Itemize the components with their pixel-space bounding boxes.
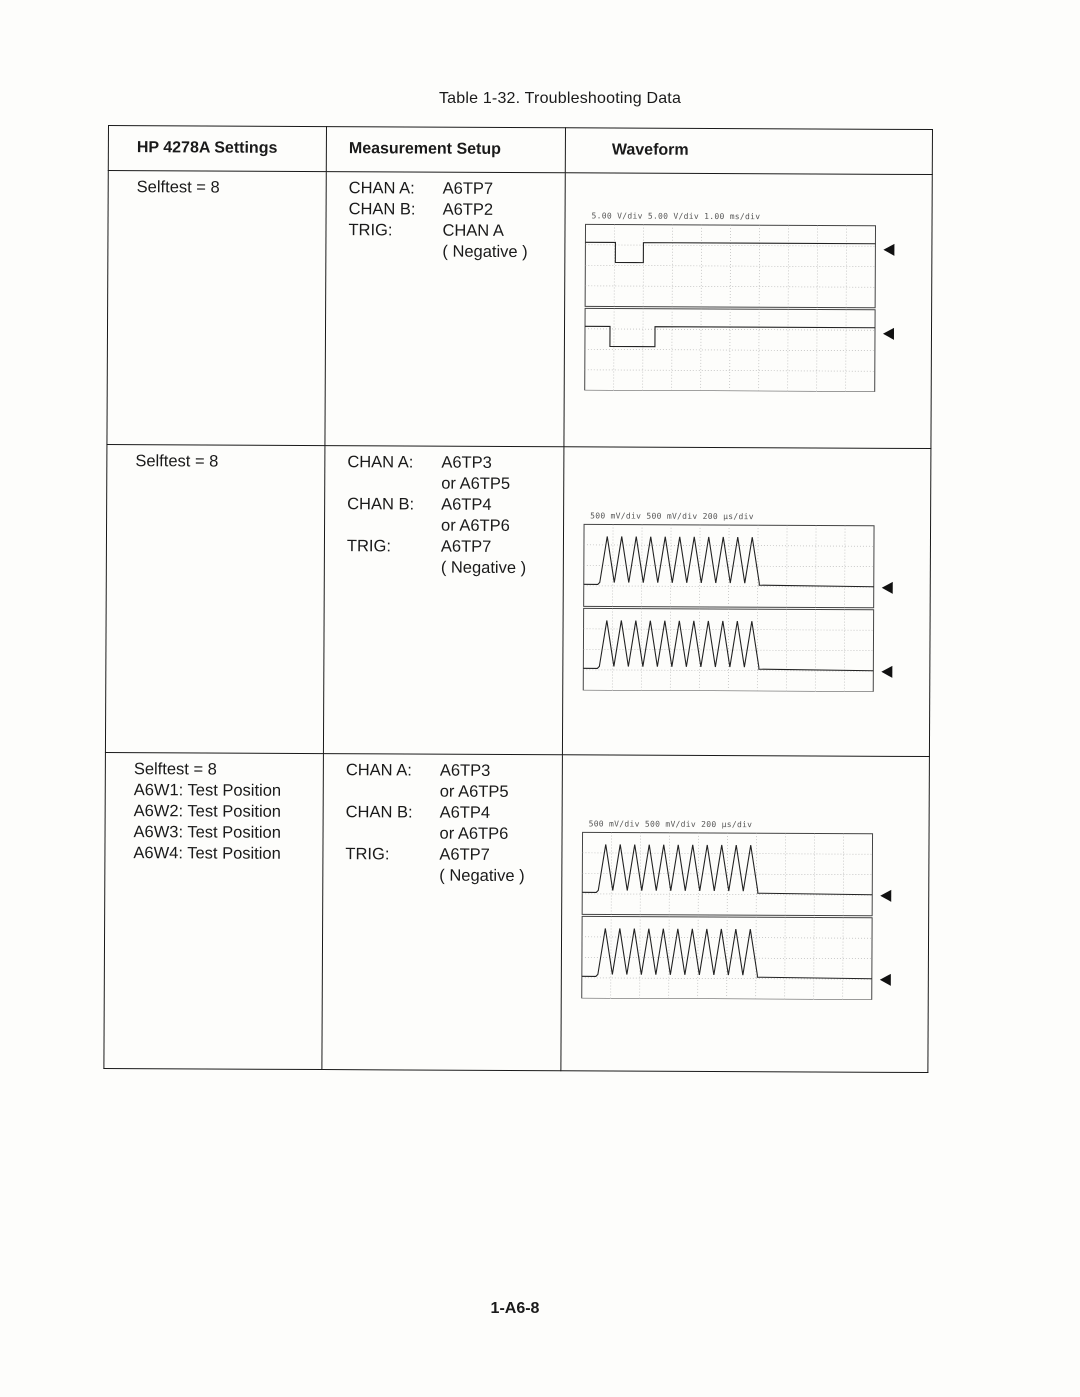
setup-line: CHAN B: A6TP4: [345, 803, 491, 822]
waveform-cell: [564, 173, 932, 449]
table-caption: Table 1-32. Troubleshooting Data: [438, 90, 682, 107]
channel-a-panel: [585, 224, 894, 308]
channel-b-panel: [582, 916, 891, 1000]
setup-line: or A6TP6: [439, 824, 509, 843]
table-header-row: [108, 126, 932, 175]
ground-marker-icon: [880, 974, 891, 986]
scope-scale-label: 500 mV/div 500 mV/div 200 µs/div: [590, 511, 754, 522]
setup-line: CHAN B: A6TP4: [347, 495, 492, 514]
ground-marker-icon: [882, 582, 893, 594]
setting-line: A6W1: Test Position: [133, 781, 282, 800]
waveform-cell: [562, 447, 931, 757]
setup-line: TRIG: A6TP7: [345, 845, 490, 864]
channel-b-panel: [583, 608, 892, 692]
settings-cell: [105, 444, 325, 753]
troubleshooting-table: [103, 125, 933, 1073]
setup-cell: [323, 446, 564, 755]
setup-line: CHAN A: A6TP3: [345, 761, 491, 780]
ground-marker-icon: [883, 328, 894, 340]
ground-marker-icon: [883, 244, 894, 256]
table-row: [105, 444, 930, 756]
setting-line: Selftest = 8: [133, 760, 217, 779]
table-row: [104, 752, 930, 1072]
page-number: 1-A6-8: [490, 1300, 540, 1317]
setting-line: Selftest = 8: [135, 452, 219, 471]
ground-marker-icon: [880, 890, 891, 902]
channel-a-panel: [584, 524, 893, 608]
setup-line: or A6TP6: [441, 516, 510, 535]
channel-a-panel: [582, 832, 891, 916]
setup-cell: [325, 172, 565, 447]
setup-line: CHAN A: A6TP7: [348, 179, 494, 198]
scope-scale-label: 5.00 V/div 5.00 V/div 1.00 ms/div: [591, 211, 761, 222]
oscilloscope-display: [583, 211, 904, 392]
setup-cell: [322, 754, 563, 1071]
oscilloscope-display: [580, 819, 901, 1000]
header-settings: HP 4278A Settings: [108, 126, 326, 172]
channel-b-panel: [585, 308, 894, 392]
setup-line: CHAN B: A6TP2: [348, 200, 494, 219]
setup-line: or A6TP5: [439, 782, 509, 801]
header-measurement-setup: Measurement Setup: [326, 127, 565, 173]
settings-cell: [107, 171, 326, 446]
setup-line: TRIG: A6TP7: [346, 537, 492, 556]
setup-line: or A6TP5: [441, 474, 511, 493]
settings-cell: [104, 752, 324, 1069]
waveform-cell: [561, 755, 930, 1073]
oscilloscope-display: [581, 511, 902, 692]
setting-line: A6W2: Test Position: [133, 802, 282, 821]
setting-line: Selftest = 8: [136, 178, 220, 197]
setup-line: ( Negative ): [442, 242, 528, 262]
scope-scale-label: 500 mV/div 500 mV/div 200 µs/div: [588, 819, 753, 830]
setting-line: A6W3: Test Position: [133, 823, 281, 842]
header-waveform: Waveform: [565, 128, 932, 175]
setup-line: TRIG: CHAN A: [348, 221, 504, 240]
table-row: [107, 171, 932, 449]
setup-line: ( Negative ): [439, 866, 525, 886]
ground-marker-icon: [881, 666, 892, 678]
setup-line: ( Negative ): [440, 558, 527, 578]
setting-line: A6W4: Test Position: [133, 844, 281, 863]
setup-line: CHAN A: A6TP3: [347, 453, 492, 472]
